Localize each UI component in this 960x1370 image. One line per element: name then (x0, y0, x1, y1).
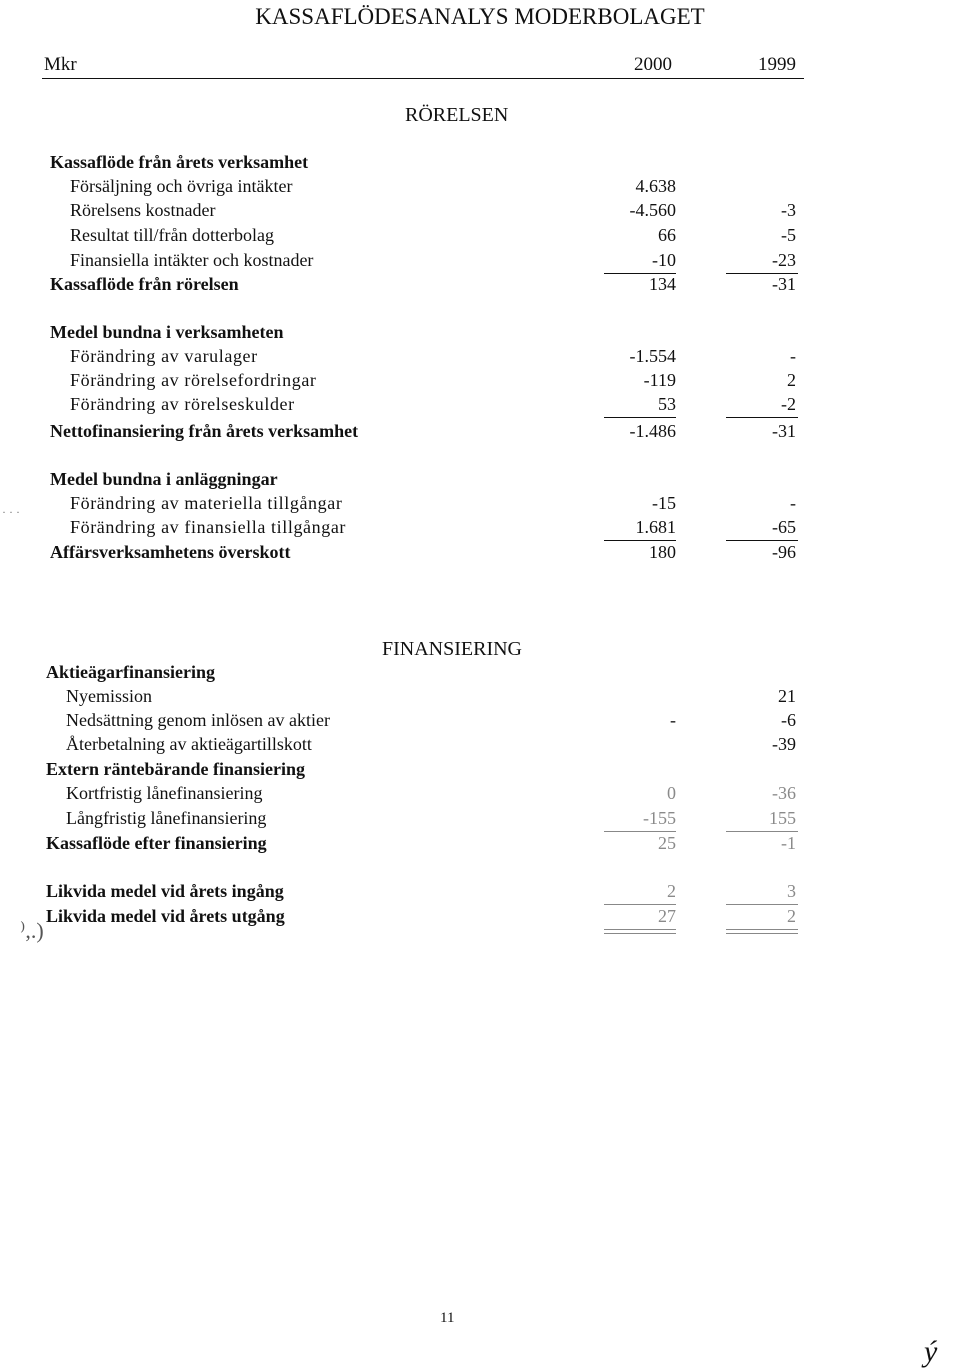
section-title-rorelsen: RÖRELSEN (405, 104, 509, 126)
table-row (0, 419, 960, 443)
row-label: Nedsättning genom inlösen av aktier (66, 710, 330, 730)
row-label: Förändring av finansiella tillgångar (70, 517, 347, 537)
value-1999: 155 (769, 808, 796, 828)
row-label: Resultat till/från dotterbolag (70, 225, 274, 245)
value-1999: -31 (772, 274, 796, 294)
row-label: Kortfristig lånefinansiering (66, 783, 263, 803)
row-label: Förändring av rörelseskulder (70, 394, 295, 414)
scan-scribble: ⁾,.) (20, 918, 44, 943)
row-label: Återbetalning av aktieägartillskott (66, 734, 312, 754)
value-1999: 3 (787, 881, 796, 901)
table-row (0, 248, 960, 272)
scan-mark: · · · (2, 505, 20, 519)
value-2000: 0 (667, 783, 676, 803)
value-1999: -96 (772, 542, 796, 562)
row-label: Extern räntebärande finansiering (46, 759, 305, 779)
sum-rule-2000 (604, 417, 676, 418)
sum-rule-1999 (726, 417, 798, 418)
row-label: Rörelsens kostnader (70, 200, 216, 220)
value-2000: -155 (643, 808, 676, 828)
value-2000: 1.681 (635, 517, 676, 537)
column-header-2000: 2000 (634, 54, 672, 75)
table-row (0, 708, 960, 732)
row-label: Likvida medel vid årets utgång (46, 906, 285, 926)
table-row (0, 344, 960, 368)
table-row (0, 684, 960, 708)
table-row (0, 879, 960, 903)
table-row (0, 198, 960, 222)
table-row (0, 660, 960, 684)
table-row (0, 320, 960, 344)
value-1999: -1 (781, 833, 796, 853)
value-1999: -65 (772, 517, 796, 537)
table-row (0, 515, 960, 539)
table-row (0, 174, 960, 198)
table-row (0, 223, 960, 247)
row-label: Kassaflöde från rörelsen (50, 274, 239, 294)
value-2000: -15 (652, 493, 676, 513)
row-label: Kassaflöde från årets verksamhet (50, 152, 309, 172)
value-2000: 25 (658, 833, 676, 853)
page-number: 11 (440, 1310, 455, 1326)
row-label: Medel bundna i verksamheten (50, 322, 284, 342)
table-row (0, 757, 960, 781)
row-label: Förändring av varulager (70, 346, 258, 366)
table-row (0, 831, 960, 855)
table-row (0, 781, 960, 805)
value-1999: -36 (772, 783, 796, 803)
table-row (0, 732, 960, 756)
row-label: Nyemission (66, 686, 153, 706)
column-header-1999: 1999 (758, 54, 796, 75)
table-row (0, 272, 960, 296)
table-row (0, 368, 960, 392)
unit-label: Mkr (44, 54, 77, 75)
row-label: Försäljning och övriga intäkter (70, 176, 293, 196)
row-label: Medel bundna i anläggningar (50, 469, 278, 489)
value-2000: 53 (658, 394, 676, 414)
table-row (0, 491, 960, 515)
table-row (0, 806, 960, 830)
table-row (0, 392, 960, 416)
table-row (0, 540, 960, 564)
value-1999: -6 (781, 710, 796, 730)
value-1999: - (790, 493, 796, 513)
value-1999: -39 (772, 734, 796, 754)
row-label: Förändring av materiella tillgångar (70, 493, 343, 513)
row-label: Likvida medel vid årets ingång (46, 881, 284, 901)
header-rule (42, 78, 804, 79)
row-label: Aktieägarfinansiering (46, 662, 215, 682)
value-2000: -119 (643, 370, 676, 390)
table-row (0, 904, 960, 928)
value-2000: -10 (652, 250, 676, 270)
value-1999: 2 (787, 370, 796, 390)
value-2000: 4.638 (635, 176, 676, 196)
value-2000: -1.486 (629, 421, 676, 441)
sum-rule-1999 (726, 929, 798, 934)
row-label: Nettofinansiering från årets verksamhet (50, 421, 359, 441)
value-2000: 134 (649, 274, 676, 294)
value-2000: 180 (649, 542, 676, 562)
value-1999: - (790, 346, 796, 366)
value-2000: 2 (667, 881, 676, 901)
handwritten-initial: ý (924, 1335, 938, 1368)
row-label: Långfristig lånefinansiering (66, 808, 267, 828)
section-title-finansiering: FINANSIERING (382, 638, 522, 660)
value-2000: 27 (658, 906, 676, 926)
sum-rule-2000 (604, 929, 676, 934)
row-label: Affärsverksamhetens överskott (50, 542, 291, 562)
value-1999: -31 (772, 421, 796, 441)
value-1999: -23 (772, 250, 796, 270)
table-row (0, 467, 960, 491)
value-2000: 66 (658, 225, 676, 245)
value-1999: -5 (781, 225, 796, 245)
value-2000: -1.554 (629, 346, 676, 366)
row-label: Finansiella intäkter och kostnader (70, 250, 314, 270)
value-1999: -3 (781, 200, 796, 220)
value-2000: - (670, 710, 676, 730)
value-2000: -4.560 (629, 200, 676, 220)
page-title: KASSAFLÖDESANALYS MODERBOLAGET (255, 4, 705, 29)
value-1999: -2 (781, 394, 796, 414)
row-label: Förändring av rörelsefordringar (70, 370, 317, 390)
table-row (0, 150, 960, 174)
value-1999: 21 (778, 686, 796, 706)
value-1999: 2 (787, 906, 796, 926)
row-label: Kassaflöde efter finansiering (46, 833, 267, 853)
